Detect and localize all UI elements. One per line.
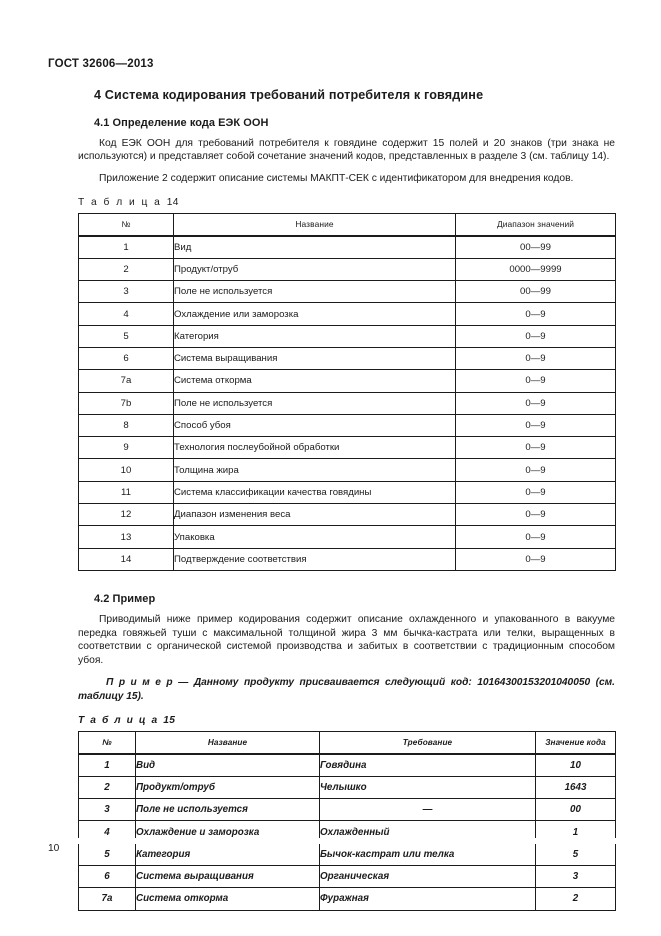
cell-name: Система откорма — [174, 370, 456, 392]
table-row — [79, 303, 616, 325]
cell-number: 6 — [79, 348, 174, 370]
cell-range: 0—9 — [456, 459, 616, 481]
cell-name: Охлаждение и заморозка — [136, 821, 320, 843]
cell-range: 0—9 — [456, 370, 616, 392]
cell-number: 4 — [79, 821, 136, 843]
table-15-header-number: № — [79, 731, 136, 754]
cell-number: 5 — [79, 843, 136, 865]
cell-name: Система классификации качества говядины — [174, 481, 456, 503]
cell-range: 0—9 — [456, 348, 616, 370]
cell-number: 9 — [79, 437, 174, 459]
table-row — [79, 526, 616, 548]
table-row — [79, 754, 616, 777]
cell-name: Вид — [136, 754, 320, 777]
table-row — [79, 481, 616, 503]
table-row — [79, 281, 616, 303]
table-row — [79, 843, 616, 865]
table-row — [79, 799, 616, 821]
cell-number: 2 — [79, 776, 136, 798]
page-content — [78, 88, 615, 911]
cell-name: Категория — [174, 325, 456, 347]
table-15-caption — [78, 715, 615, 726]
table-row — [79, 325, 616, 347]
table-14-body — [79, 236, 616, 571]
section-4-2-title: 4.2 Пример — [94, 592, 156, 605]
cell-requirement: Фуражная — [320, 888, 536, 910]
section-4-1-paragraph-1: Код ЕЭК ООН для требований потребителя к говядине содержит 15 полей и 20 знаков (три знака не используются) и представляет собой сочетание значений кодов, представленных в разделе 3 (см. таблицу 14). — [78, 137, 615, 163]
cell-name: Система выращивания — [136, 866, 320, 888]
cell-number: 7a — [79, 888, 136, 910]
table-15-header-code-value: Значение кода — [536, 731, 616, 754]
cell-name: Продукт/отруб — [174, 258, 456, 280]
cell-code: 10 — [536, 754, 616, 777]
cell-range: 0—9 — [456, 504, 616, 526]
cell-number: 3 — [79, 799, 136, 821]
table-14-header-row — [79, 213, 616, 236]
cell-requirement: Говядина — [320, 754, 536, 777]
table-14-header-name: Название — [174, 213, 456, 236]
cell-range: 0—9 — [456, 526, 616, 548]
cell-range: 0—9 — [456, 414, 616, 436]
table-row — [79, 459, 616, 481]
page-number: 10 — [48, 843, 60, 854]
cell-number: 8 — [79, 414, 174, 436]
cell-name: Толщина жира — [174, 459, 456, 481]
cell-number: 6 — [79, 866, 136, 888]
cell-number: 1 — [79, 754, 136, 777]
cell-requirement: Бычок-кастрат или телка — [320, 843, 536, 865]
cell-code: 1643 — [536, 776, 616, 798]
cell-number: 3 — [79, 281, 174, 303]
table-14-caption — [78, 197, 615, 208]
cell-name: Система выращивания — [174, 348, 456, 370]
table-row — [79, 258, 616, 280]
table-15-caption-label: Т а б л и ц а — [78, 714, 159, 726]
table-row — [79, 888, 616, 910]
cell-number: 10 — [79, 459, 174, 481]
cell-name: Охлаждение или заморозка — [174, 303, 456, 325]
running-header: ГОСТ 32606—2013 — [48, 58, 154, 70]
cell-number: 1 — [79, 236, 174, 259]
cell-name: Упаковка — [174, 526, 456, 548]
cell-requirement: Охлажденный — [320, 821, 536, 843]
cell-code: 5 — [536, 843, 616, 865]
cell-name: Система откорма — [136, 888, 320, 910]
cell-range: 0—9 — [456, 548, 616, 570]
section-4-2-example: П р и м е р — Данному продукту присваивается следующий код: 10164300153201040050 (см. таблицу 15). — [78, 677, 615, 702]
table-15-body — [79, 754, 616, 911]
cell-name: Диапазон изменения веса — [174, 504, 456, 526]
cell-number: 11 — [79, 481, 174, 503]
table-15-header-row — [79, 731, 616, 754]
section-4-2-paragraph-1: Приводимый ниже пример кодирования содержит описание охлажденного и упакованного в вакууме передка говяжьей туши с максимальной толщиной жира 3 мм бычка-кастрата или телки, выращенных в соответствии с органической системой производства и забитых в соответствии с традиционным способом убоя. — [78, 613, 615, 666]
cell-name: Способ убоя — [174, 414, 456, 436]
cell-number: 12 — [79, 504, 174, 526]
table-14 — [78, 213, 616, 571]
table-15-caption-number: 15 — [163, 714, 176, 726]
cell-requirement: Челышко — [320, 776, 536, 798]
section-4-1-title: 4.1 Определение кода ЕЭК ООН — [94, 116, 269, 129]
cell-range: 00—99 — [456, 281, 616, 303]
cell-requirement: Органическая — [320, 866, 536, 888]
table-row — [79, 437, 616, 459]
cell-code: 00 — [536, 799, 616, 821]
table-14-header-number: № — [79, 213, 174, 236]
cell-range: 0—9 — [456, 437, 616, 459]
table-15 — [78, 731, 616, 911]
cell-number: 4 — [79, 303, 174, 325]
cell-number: 7b — [79, 392, 174, 414]
cell-range: 00—99 — [456, 236, 616, 259]
table-row — [79, 370, 616, 392]
cell-code: 2 — [536, 888, 616, 910]
cell-name: Технология послеубойной обработки — [174, 437, 456, 459]
cell-name: Поле не используется — [174, 392, 456, 414]
cell-name: Категория — [136, 843, 320, 865]
cell-number: 5 — [79, 325, 174, 347]
table-15-header-requirement: Требование — [320, 731, 536, 754]
table-15-head — [79, 731, 616, 754]
table-row — [79, 776, 616, 798]
table-row — [79, 392, 616, 414]
cell-range: 0000—9999 — [456, 258, 616, 280]
cell-name: Вид — [174, 236, 456, 259]
cell-number: 7a — [79, 370, 174, 392]
cell-code: 1 — [536, 821, 616, 843]
table-14-head — [79, 213, 616, 236]
cell-name: Подтверждение соответствия — [174, 548, 456, 570]
table-14-caption-number: 14 — [166, 196, 179, 208]
page-bottom-mask — [0, 838, 661, 844]
table-15-header-name: Название — [136, 731, 320, 754]
table-14-caption-label: Т а б л и ц а — [78, 196, 162, 208]
table-14-header-range: Диапазон значений — [456, 213, 616, 236]
cell-number: 2 — [79, 258, 174, 280]
table-row — [79, 236, 616, 259]
cell-number: 13 — [79, 526, 174, 548]
table-row — [79, 414, 616, 436]
table-row — [79, 866, 616, 888]
cell-range: 0—9 — [456, 392, 616, 414]
table-row — [79, 548, 616, 570]
cell-range: 0—9 — [456, 481, 616, 503]
cell-name: Продукт/отруб — [136, 776, 320, 798]
cell-name: Поле не используется — [174, 281, 456, 303]
section-4-title: 4 Система кодирования требований потребителя к говядине — [94, 88, 484, 102]
cell-number: 14 — [79, 548, 174, 570]
section-4-1-paragraph-2: Приложение 2 содержит описание системы МАКПТ-СЕК с идентификатором для внедрения кодов. — [99, 172, 574, 184]
cell-code: 3 — [536, 866, 616, 888]
table-row — [79, 504, 616, 526]
table-row — [79, 348, 616, 370]
cell-range: 0—9 — [456, 325, 616, 347]
cell-name: Поле не используется — [136, 799, 320, 821]
cell-requirement: — — [320, 799, 536, 821]
cell-range: 0—9 — [456, 303, 616, 325]
